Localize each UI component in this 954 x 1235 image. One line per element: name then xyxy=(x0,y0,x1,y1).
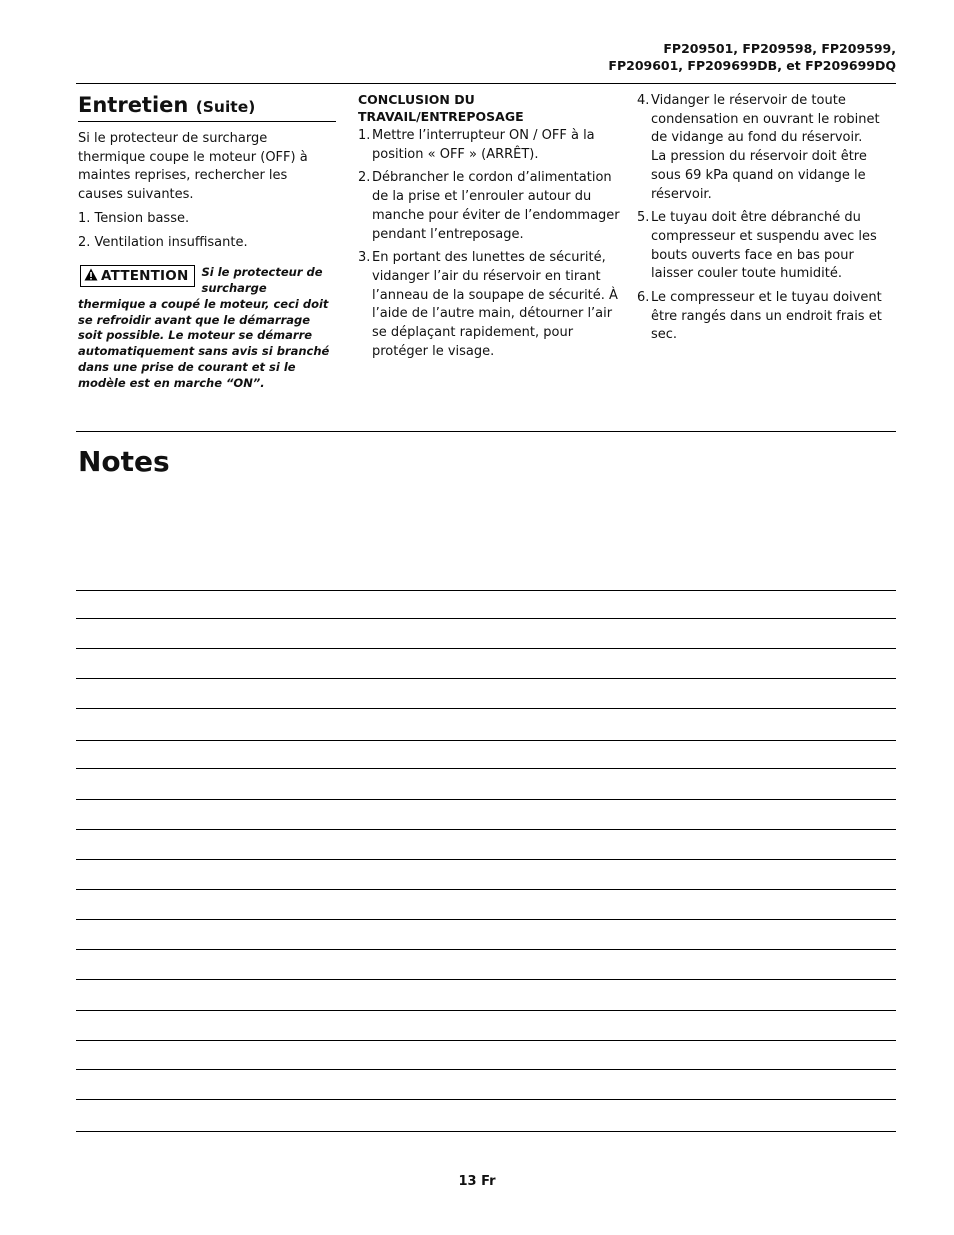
attention-notice xyxy=(78,265,336,391)
attention-badge xyxy=(80,265,195,287)
note-line xyxy=(76,919,896,920)
notes-divider xyxy=(76,431,896,432)
step-text: Débrancher le cordon d’alimentation de la prise et l’enrouler autour du manche pour éviter de l’endommager pendant l’entreposage. xyxy=(372,170,620,242)
overload-intro: Si le protecteur de surcharge thermique coupe le moteur (OFF) à maintes reprises, rechercher les causes suivantes. xyxy=(78,131,308,203)
section-title-suffix: (Suite) xyxy=(195,98,256,116)
note-line xyxy=(76,859,896,860)
note-line xyxy=(76,1131,896,1132)
step-number: 6. xyxy=(637,290,650,306)
storage-column-2 xyxy=(637,92,899,350)
step-text: En portant des lunettes de sécurité, vidanger l’air du réservoir en tirant l’anneau de la soupape de sécurité. À l’aide de l’autre main, détourner l’air se déplaçant rapidement, pour protéger le visage. xyxy=(372,250,618,359)
top-divider xyxy=(76,83,896,84)
notes-title: Notes xyxy=(78,445,170,478)
storage-step xyxy=(637,289,899,345)
storage-step xyxy=(358,169,620,244)
note-line xyxy=(76,618,896,619)
storage-steps-continued xyxy=(637,92,899,345)
storage-heading-line-1: CONCLUSION DU xyxy=(358,92,475,107)
storage-step xyxy=(358,249,620,361)
storage-column-1 xyxy=(358,92,620,366)
note-line xyxy=(76,708,896,709)
note-line xyxy=(76,1010,896,1011)
step-number: 4. xyxy=(637,93,650,108)
note-line xyxy=(76,949,896,950)
attention-text: Si le protecteur de surcharge thermique a coupé le moteur, ceci doit se refroidir avant que le démarrage soit possible. Le moteur se démarre automatiquement sans avis si branché dans une prise de courant et si le modèle est en marche “ON”. xyxy=(78,265,330,390)
section-title-main: Entretien xyxy=(78,93,189,117)
step-note: La pression du réservoir doit être sous 69 kPa quand on vidange le réservoir. xyxy=(651,149,867,202)
page-number: 13 Fr xyxy=(458,1174,496,1189)
maintenance-column xyxy=(78,92,336,392)
note-line xyxy=(76,740,896,741)
note-line xyxy=(76,648,896,649)
step-number: 1. xyxy=(358,128,371,143)
warning-triangle-icon xyxy=(84,268,98,286)
storage-heading-line-2: TRAVAIL/ENTREPOSAGE xyxy=(358,108,524,124)
storage-step xyxy=(637,209,899,284)
model-numbers-line-1: FP209501, FP209598, FP209599, xyxy=(663,41,896,56)
note-line xyxy=(76,1099,896,1100)
note-line xyxy=(76,1040,896,1041)
note-line xyxy=(76,768,896,769)
note-line xyxy=(76,590,896,591)
storage-steps xyxy=(358,127,620,361)
step-number: 2. xyxy=(358,170,371,186)
note-line xyxy=(76,799,896,800)
attention-label: ATTENTION xyxy=(101,268,189,285)
storage-step xyxy=(637,92,899,204)
storage-heading xyxy=(358,92,620,125)
step-text: Vidanger le réservoir de toute condensation en ouvrant le robinet de vidange au fond du réservoir. xyxy=(651,93,880,146)
note-line xyxy=(76,889,896,890)
note-line xyxy=(76,829,896,830)
cause-item: 2. Ventilation insuffisante. xyxy=(78,234,248,250)
step-text: Le compresseur et le tuyau doivent être rangés dans un endroit frais et sec. xyxy=(651,290,882,343)
step-number: 3. xyxy=(358,250,371,266)
cause-item: 1. Tension basse. xyxy=(78,210,190,226)
section-title xyxy=(78,92,336,122)
note-line xyxy=(76,1069,896,1070)
note-line xyxy=(76,979,896,980)
step-number: 5. xyxy=(637,210,650,226)
step-text: Mettre l’interrupteur ON / OFF à la position « OFF » (ARRÊT). xyxy=(372,128,595,162)
model-numbers-header xyxy=(396,40,896,74)
step-text: Le tuyau doit être débranché du compresseur et suspendu avec les bouts ouverts face en bas pour laisser couler toute humidité. xyxy=(651,210,877,282)
model-numbers-line-2: FP209601, FP209699DB, et FP209699DQ xyxy=(608,58,896,73)
note-line xyxy=(76,678,896,679)
storage-step xyxy=(358,127,620,164)
